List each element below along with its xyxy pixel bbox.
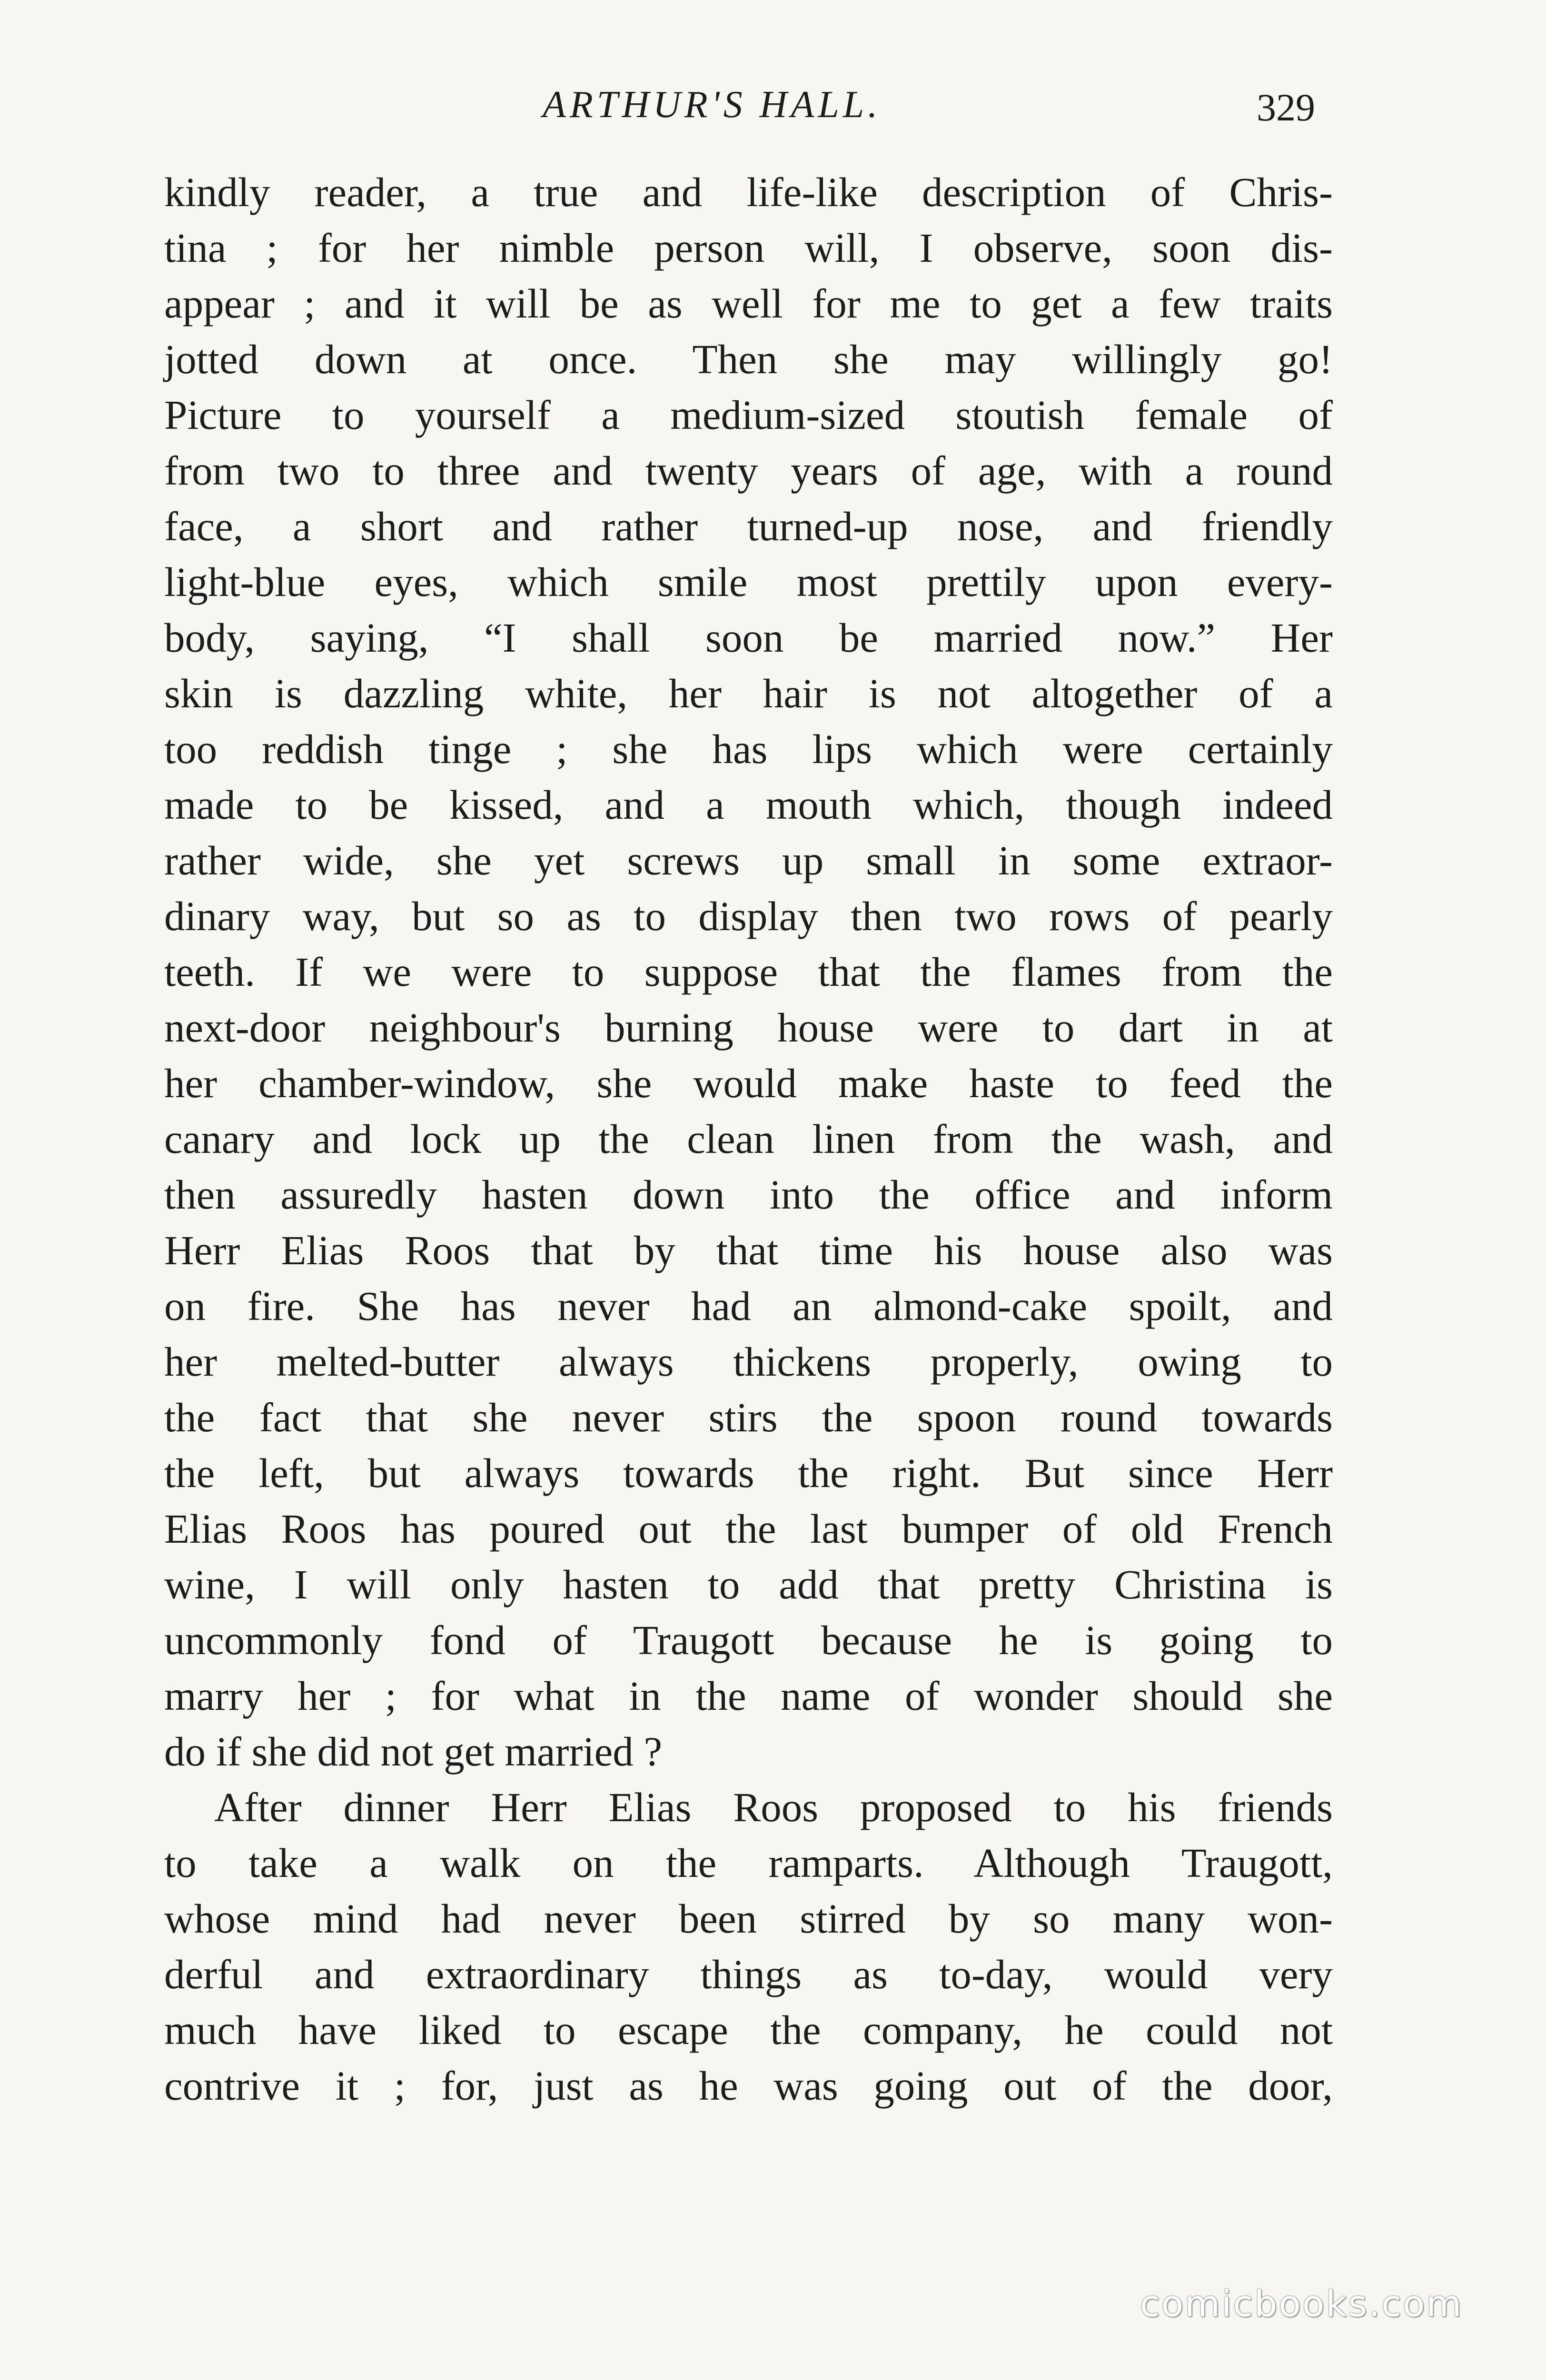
text-line: derful and extraordinary things as to-day, would very bbox=[164, 1951, 1333, 1997]
text-line: much have liked to escape the company, he could not bbox=[164, 2007, 1333, 2053]
text-line: body, saying, “I shall soon be married now.” Her bbox=[164, 615, 1333, 661]
page-number: 329 bbox=[1257, 86, 1315, 129]
paragraph-2 bbox=[164, 1779, 1333, 2113]
text-line: uncommonly fond of Traugott because he is going to bbox=[164, 1617, 1333, 1663]
text-line: skin is dazzling white, her hair is not altogether of a bbox=[164, 670, 1333, 716]
text-line: rather wide, she yet screws up small in some extraor- bbox=[164, 837, 1333, 883]
text-line: teeth. If we were to suppose that the flames from the bbox=[164, 949, 1333, 995]
text-line: the fact that she never stirs the spoon round towards bbox=[164, 1394, 1333, 1440]
running-title: ARTHUR'S HALL. bbox=[543, 84, 882, 126]
text-line: too reddish tinge ; she has lips which were certainly bbox=[164, 726, 1333, 772]
paragraph-1 bbox=[164, 164, 1333, 1779]
text-line: contrive it ; for, just as he was going out of the door, bbox=[164, 2063, 1333, 2109]
text-line: Herr Elias Roos that by that time his house also was bbox=[164, 1227, 1333, 1273]
text-line: After dinner Herr Elias Roos proposed to his friends bbox=[214, 1784, 1333, 1830]
text-line: Elias Roos has poured out the last bumper of old French bbox=[164, 1506, 1333, 1552]
text-line: dinary way, but so as to display then two rows of pearly bbox=[164, 893, 1333, 939]
text-line: on fire. She has never had an almond-cake spoilt, and bbox=[164, 1283, 1333, 1329]
text-line: her melted-butter always thickens properly, owing to bbox=[164, 1339, 1333, 1385]
body-text bbox=[164, 164, 1333, 2113]
text-line: to take a walk on the ramparts. Although Traugott, bbox=[164, 1840, 1333, 1886]
text-line: jotted down at once. Then she may willingly go! bbox=[164, 336, 1333, 382]
text-line: tina ; for her nimble person will, I observe, soon dis- bbox=[164, 225, 1333, 271]
text-line: then assuredly hasten down into the office and inform bbox=[164, 1171, 1333, 1218]
watermark-logo: comicbooks.com bbox=[1140, 2282, 1463, 2325]
text-line: wine, I will only hasten to add that pretty Christina is bbox=[164, 1561, 1333, 1607]
text-line: light-blue eyes, which smile most prettily upon every- bbox=[164, 559, 1333, 605]
text-line: appear ; and it will be as well for me to get a few traits bbox=[164, 280, 1333, 327]
text-line: do if she did not get married ? bbox=[164, 1728, 663, 1775]
text-line: next-door neighbour's burning house were to dart in at bbox=[164, 1004, 1333, 1051]
text-line: face, a short and rather turned-up nose, and friendly bbox=[164, 503, 1333, 549]
text-line: canary and lock up the clean linen from the wash, and bbox=[164, 1116, 1333, 1162]
text-line: Picture to yourself a medium-sized stoutish female of bbox=[164, 392, 1333, 438]
text-line: made to be kissed, and a mouth which, though indeed bbox=[164, 782, 1333, 828]
text-line: her chamber-window, she would make haste to feed the bbox=[164, 1060, 1333, 1106]
text-line: whose mind had never been stirred by so many won- bbox=[164, 1895, 1333, 1942]
text-line: the left, but always towards the right. But since Herr bbox=[164, 1450, 1333, 1496]
text-line: from two to three and twenty years of age, with a round bbox=[164, 447, 1333, 494]
text-line: marry her ; for what in the name of wonder should she bbox=[164, 1673, 1333, 1719]
text-line: kindly reader, a true and life-like description of Chris- bbox=[164, 169, 1333, 215]
running-head bbox=[0, 71, 1546, 138]
